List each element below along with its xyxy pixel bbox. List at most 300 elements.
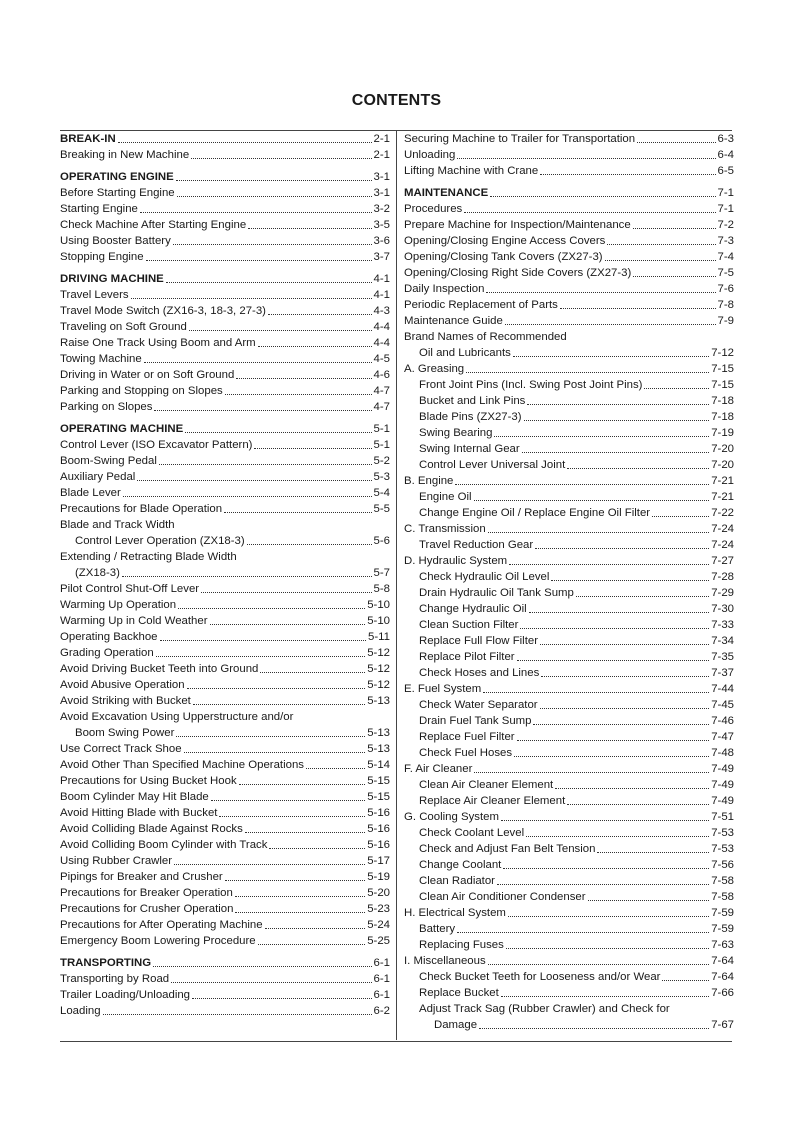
toc-entry-title: Operating Backhoe [60,631,158,643]
toc-entry[interactable] [60,533,390,549]
toc-entry[interactable] [60,217,390,233]
toc-page-number: 4-4 [373,337,390,349]
toc-entry-title: Periodic Replacement of Parts [404,299,558,311]
toc-entry[interactable] [60,201,390,217]
toc-entry[interactable] [60,399,390,415]
dot-leader [607,236,715,245]
toc-page-number: 7-3 [717,235,734,247]
toc-entry-title: C. Transmission [404,523,486,535]
dot-leader [555,780,709,789]
toc-page-number: 4-4 [373,321,390,333]
toc-entry[interactable] [404,441,734,457]
dot-leader [527,396,709,405]
toc-entry-title: Avoid Hitting Blade with Bucket [60,807,218,819]
dot-leader [245,824,365,833]
toc-page-number: 7-59 [711,923,734,935]
toc-entry[interactable] [60,661,390,677]
toc-entry-title: D. Hydraulic System [404,555,508,567]
toc-page-number: 5-25 [367,935,390,947]
toc-entry[interactable] [60,469,390,485]
toc-entry-title: Breaking in New Machine [60,149,190,161]
bottom-rule [60,1041,732,1042]
toc-entry[interactable] [60,789,390,805]
toc-entry-title: Clean Suction Filter [419,619,519,631]
toc-page-number: 5-17 [367,855,390,867]
dot-leader [176,728,365,737]
toc-page-number: 2-1 [373,149,390,161]
dot-leader [258,338,372,347]
toc-entry[interactable] [404,761,734,777]
toc-page-number: 5-16 [367,839,390,851]
toc-entry[interactable] [60,1003,390,1019]
toc-entry-line: Blade and Track Width [60,519,175,531]
dot-leader [225,386,372,395]
dot-leader [488,956,710,965]
toc-page-number: 7-33 [711,619,734,631]
toc-page-number: 5-13 [367,743,390,755]
toc-entry[interactable] [404,409,734,425]
toc-entry[interactable] [404,147,734,163]
toc-entry-title: Pipings for Breaker and Crusher [60,871,223,883]
toc-entry-title: Control Lever (ISO Excavator Pattern) [60,439,253,451]
toc-entry[interactable] [404,313,734,329]
toc-section-heading[interactable] [60,271,390,287]
toc-page-number: 3-1 [373,171,390,183]
dot-leader [123,488,372,497]
toc-section-heading[interactable] [60,131,390,147]
dot-leader [306,760,365,769]
toc-entry[interactable] [404,633,734,649]
toc-entry[interactable] [60,501,390,517]
dot-leader [479,1020,709,1029]
toc-section-heading[interactable] [60,421,390,437]
toc-page-number: 4-1 [373,289,390,301]
toc-entry-title: Check and Adjust Fan Belt Tension [419,843,596,855]
dot-leader [247,536,372,545]
dot-leader [269,840,365,849]
toc-entry[interactable] [60,351,390,367]
toc-entry-title: Unloading [404,149,456,161]
toc-page-number: 7-35 [711,651,734,663]
toc-entry[interactable] [60,233,390,249]
dot-leader [219,808,365,817]
toc-entry[interactable] [60,741,390,757]
toc-entry[interactable] [404,473,734,489]
toc-entry[interactable] [404,249,734,265]
toc-entry[interactable] [404,857,734,873]
toc-entry[interactable] [60,147,390,163]
toc-entry-title: Transporting by Road [60,973,170,985]
toc-page-number: 5-4 [373,487,390,499]
toc-entry-title: (ZX18-3) [75,567,120,579]
toc-entry-title: G. Cooling System [404,811,499,823]
toc-entry[interactable] [60,757,390,773]
toc-entry[interactable] [60,987,390,1003]
toc-entry[interactable] [60,971,390,987]
toc-entry[interactable] [60,821,390,837]
dot-leader [192,990,372,999]
toc-page-number: 5-16 [367,823,390,835]
toc-page-number: 7-18 [711,395,734,407]
dot-leader [508,908,709,917]
toc-entry[interactable] [404,617,734,633]
toc-entry[interactable] [60,645,390,661]
toc-page-number: 5-15 [367,775,390,787]
toc-entry[interactable] [60,453,390,469]
dot-leader [474,492,710,501]
toc-entry[interactable] [404,985,734,1001]
toc-entry-title: Towing Machine [60,353,142,365]
dot-leader [239,776,366,785]
dot-leader [260,664,365,673]
toc-page-number: 7-45 [711,699,734,711]
toc-page-number: 7-18 [711,411,734,423]
toc-entry[interactable] [404,393,734,409]
toc-page-number: 7-29 [711,587,734,599]
toc-entry[interactable] [60,837,390,853]
toc-entry[interactable] [404,793,734,809]
dot-leader [520,620,709,629]
toc-page-number: 7-48 [711,747,734,759]
dot-leader [505,316,716,325]
toc-page-number: 7-64 [711,955,734,967]
toc-page-number: 6-1 [373,957,390,969]
dot-leader [258,936,366,945]
dot-leader [576,588,709,597]
toc-entry[interactable] [404,889,734,905]
toc-entry[interactable] [404,131,734,147]
dot-leader [517,732,710,741]
toc-entry[interactable] [404,905,734,921]
toc-entry[interactable] [60,869,390,885]
toc-entry-title: Check Hoses and Lines [419,667,540,679]
dot-leader [466,364,709,373]
toc-page-number: 7-20 [711,459,734,471]
toc-entry[interactable] [60,677,390,693]
toc-entry[interactable] [60,613,390,629]
toc-entry-title: Securing Machine to Trailer for Transportation [404,133,636,145]
dot-leader [268,306,372,315]
toc-entry-title: Check Hydraulic Oil Level [419,571,550,583]
toc-entry[interactable] [404,665,734,681]
dot-leader [122,568,372,577]
toc-entry-title: Travel Levers [60,289,129,301]
dot-leader [166,274,372,283]
toc-entry[interactable] [60,319,390,335]
toc-entry[interactable] [404,777,734,793]
dot-leader [535,540,709,549]
toc-page-number: 7-9 [717,315,734,327]
toc-entry-title: Opening/Closing Right Side Covers (ZX27-3) [404,267,632,279]
toc-entry[interactable] [60,565,390,581]
toc-page-number: 5-5 [373,503,390,515]
toc-entry[interactable] [404,457,734,473]
toc-section-heading[interactable] [60,955,390,971]
toc-entry[interactable] [404,163,734,179]
toc-entry-title: Avoid Driving Bucket Teeth into Ground [60,663,259,675]
dot-leader [156,648,365,657]
toc-page-number: 5-12 [367,647,390,659]
dot-leader [464,204,715,213]
toc-entry[interactable] [60,185,390,201]
toc-entry-title: Change Engine Oil / Replace Engine Oil Filter [419,507,651,519]
toc-entry[interactable] [60,303,390,319]
dot-leader [483,684,709,693]
toc-page-number: 5-1 [373,423,390,435]
toc-page-number: 7-44 [711,683,734,695]
toc-page-number: 4-3 [373,305,390,317]
toc-entry-title: OPERATING MACHINE [60,423,184,435]
dot-leader [501,988,709,997]
toc-page-number: 7-21 [711,475,734,487]
toc-entry-title: Warming Up Operation [60,599,177,611]
toc-entry[interactable] [404,585,734,601]
dot-leader [171,974,371,983]
toc-entry-line: Avoid Excavation Using Upperstructure and/or [60,711,294,723]
toc-entry-title: Oil and Lubricants [419,347,511,359]
toc-entry[interactable] [404,969,734,985]
toc-entry[interactable] [60,485,390,501]
dot-leader [235,888,365,897]
toc-entry-title: Control Lever Universal Joint [419,459,566,471]
toc-entry-title: Engine Oil [419,491,472,503]
toc-page-number: 3-1 [373,187,390,199]
toc-page-number: 7-5 [717,267,734,279]
toc-page-number: 7-12 [711,347,734,359]
dot-leader [137,472,371,481]
toc-entry[interactable] [404,873,734,889]
toc-entry-title: Travel Mode Switch (ZX16-3, 18-3, 27-3) [60,305,266,317]
toc-entry-title: E. Fuel System [404,683,482,695]
toc-entry-title: Replace Bucket [419,987,499,999]
toc-entry[interactable] [404,745,734,761]
toc-entry-title: Avoid Colliding Boom Cylinder with Track [60,839,268,851]
toc-entry[interactable] [60,367,390,383]
toc-entry[interactable] [404,553,734,569]
toc-entry[interactable] [60,597,390,613]
toc-page-number: 5-12 [367,679,390,691]
toc-entry[interactable] [404,489,734,505]
toc-page-number: 5-2 [373,455,390,467]
toc-entry-title: Trailer Loading/Unloading [60,989,191,1001]
toc-entry[interactable] [404,265,734,281]
toc-page-number: 7-21 [711,491,734,503]
toc-entry[interactable] [404,345,734,361]
toc-entry[interactable] [404,569,734,585]
toc-entry-title: Maintenance Guide [404,315,503,327]
dot-leader [154,402,371,411]
dot-leader [265,920,366,929]
dot-leader [509,556,709,565]
toc-entry-title: Precautions for Breaker Operation [60,887,233,899]
dot-leader [457,150,715,159]
toc-entry[interactable] [404,713,734,729]
toc-entry[interactable] [404,841,734,857]
toc-entry[interactable] [404,601,734,617]
dot-leader [193,696,365,705]
toc-page-number: 7-67 [711,1019,734,1031]
toc-entry[interactable] [404,537,734,553]
toc-page-number: 7-47 [711,731,734,743]
toc-entry-title: Replace Pilot Filter [419,651,515,663]
toc-entry-title: Grading Operation [60,647,154,659]
toc-page-number: 7-4 [717,251,734,263]
toc-entry[interactable] [404,729,734,745]
toc-page-number: 7-1 [717,203,734,215]
toc-entry[interactable] [404,825,734,841]
toc-entry[interactable] [60,885,390,901]
toc-entry[interactable] [60,581,390,597]
toc-entry-title: Auxiliary Pedal [60,471,136,483]
toc-entry-title: Use Correct Track Shoe [60,743,182,755]
toc-page-number: 7-53 [711,827,734,839]
dot-leader [533,716,709,725]
toc-entry[interactable] [60,853,390,869]
toc-entry[interactable] [404,937,734,953]
dot-leader [189,322,372,331]
toc-entry[interactable] [404,505,734,521]
toc-page-number: 7-15 [711,379,734,391]
toc-entry[interactable] [60,917,390,933]
toc-entry[interactable] [60,693,390,709]
toc-entry[interactable] [404,361,734,377]
toc-entry-title: Change Coolant [419,859,502,871]
dot-leader [153,958,371,967]
toc-page-number: 5-10 [367,599,390,611]
dot-leader [588,892,710,901]
toc-entry[interactable] [60,335,390,351]
toc-page-number: 7-46 [711,715,734,727]
toc-page-number: 5-13 [367,695,390,707]
dot-leader [131,290,372,299]
toc-entry-title: Drain Hydraulic Oil Tank Sump [419,587,574,599]
toc-entry[interactable] [404,921,734,937]
dot-leader [517,652,710,661]
toc-entry[interactable] [60,629,390,645]
dot-leader [187,680,366,689]
toc-entry-title: Check Bucket Teeth for Looseness and/or Wear [419,971,661,983]
toc-entry-title: Check Coolant Level [419,827,525,839]
toc-entry[interactable] [404,217,734,233]
toc-entry[interactable] [60,287,390,303]
toc-entry-title: Damage [434,1019,478,1031]
toc-entry-title: Opening/Closing Engine Access Covers [404,235,606,247]
toc-entry[interactable] [60,249,390,265]
toc-entry-title: Traveling on Soft Ground [60,321,187,333]
toc-entry-title: BREAK-IN [60,133,116,145]
toc-page-number: 7-6 [717,283,734,295]
toc-entry[interactable] [60,437,390,453]
toc-entry[interactable] [404,425,734,441]
toc-page-number: 6-1 [373,973,390,985]
toc-page-number: 7-15 [711,363,734,375]
toc-page-number: 7-49 [711,795,734,807]
toc-entry-title: Before Starting Engine [60,187,175,199]
toc-page-number: 5-6 [373,535,390,547]
toc-entry-title: Check Fuel Hoses [419,747,513,759]
toc-entry[interactable] [404,297,734,313]
toc-page-number: 7-30 [711,603,734,615]
toc-entry[interactable] [404,233,734,249]
toc-entry-title: Avoid Striking with Bucket [60,695,191,707]
toc-page-number: 7-59 [711,907,734,919]
toc-page-number: 5-8 [373,583,390,595]
toc-entry[interactable] [404,201,734,217]
dot-leader [513,348,709,357]
toc-entry-title: TRANSPORTING [60,957,152,969]
toc-entry[interactable] [404,1017,734,1033]
toc-page-number: 7-2 [717,219,734,231]
toc-entry-line: Brand Names of Recommended [404,331,567,343]
toc-entry-title: Front Joint Pins (Incl. Swing Post Joint Pins) [419,379,643,391]
toc-entry-title: Lifting Machine with Crane [404,165,539,177]
toc-entry[interactable] [404,697,734,713]
toc-page-number: 7-58 [711,891,734,903]
toc-entry-title: Control Lever Operation (ZX18-3) [75,535,245,547]
toc-entry[interactable] [404,809,734,825]
toc-page-number: 5-23 [367,903,390,915]
toc-entry-line: Adjust Track Sag (Rubber Crawler) and Check for [419,1003,670,1015]
toc-entry[interactable] [60,773,390,789]
toc-entry[interactable] [60,901,390,917]
dot-leader [140,204,372,213]
toc-entry-title: Precautions for Blade Operation [60,503,223,515]
toc-section-heading[interactable] [404,185,734,201]
toc-entry-title: Battery [419,923,456,935]
dot-leader [567,460,709,469]
toc-page-number: 5-15 [367,791,390,803]
toc-entry-title: Replace Fuel Filter [419,731,515,743]
dot-leader [173,236,372,245]
toc-page-number: 4-6 [373,369,390,381]
toc-entry[interactable] [60,383,390,399]
dot-leader [184,744,366,753]
toc-entry[interactable] [404,953,734,969]
dot-leader [644,380,709,389]
dot-leader [486,284,715,293]
dot-leader [551,572,709,581]
toc-entry[interactable] [60,725,390,741]
toc-page-number: 5-24 [367,919,390,931]
toc-section-heading[interactable] [60,169,390,185]
toc-entry[interactable] [404,681,734,697]
toc-page-number: 7-66 [711,987,734,999]
toc-entry[interactable] [404,377,734,393]
toc-entry-title: Raise One Track Using Boom and Arm [60,337,256,349]
toc-page-number: 5-16 [367,807,390,819]
dot-leader [597,844,709,853]
toc-entry[interactable] [404,649,734,665]
toc-entry-title: Bucket and Link Pins [419,395,526,407]
toc-entry[interactable] [60,933,390,949]
toc-entry[interactable] [60,805,390,821]
toc-entry[interactable] [404,521,734,537]
toc-entry-title: Boom-Swing Pedal [60,455,157,467]
dot-leader [526,828,709,837]
toc-page-number: 7-24 [711,523,734,535]
toc-page-number: 7-63 [711,939,734,951]
toc-entry-title: MAINTENANCE [404,187,489,199]
toc-page-number: 5-10 [367,615,390,627]
toc-entry-title: Boom Cylinder May Hit Blade [60,791,209,803]
dot-leader [210,616,366,625]
toc-entry[interactable] [404,281,734,297]
toc-page-number: 5-19 [367,871,390,883]
toc-page-number: 3-6 [373,235,390,247]
toc-page-number: 7-20 [711,443,734,455]
toc-entry-title: Pilot Control Shut-Off Lever [60,583,200,595]
toc-page-number: 5-7 [373,567,390,579]
